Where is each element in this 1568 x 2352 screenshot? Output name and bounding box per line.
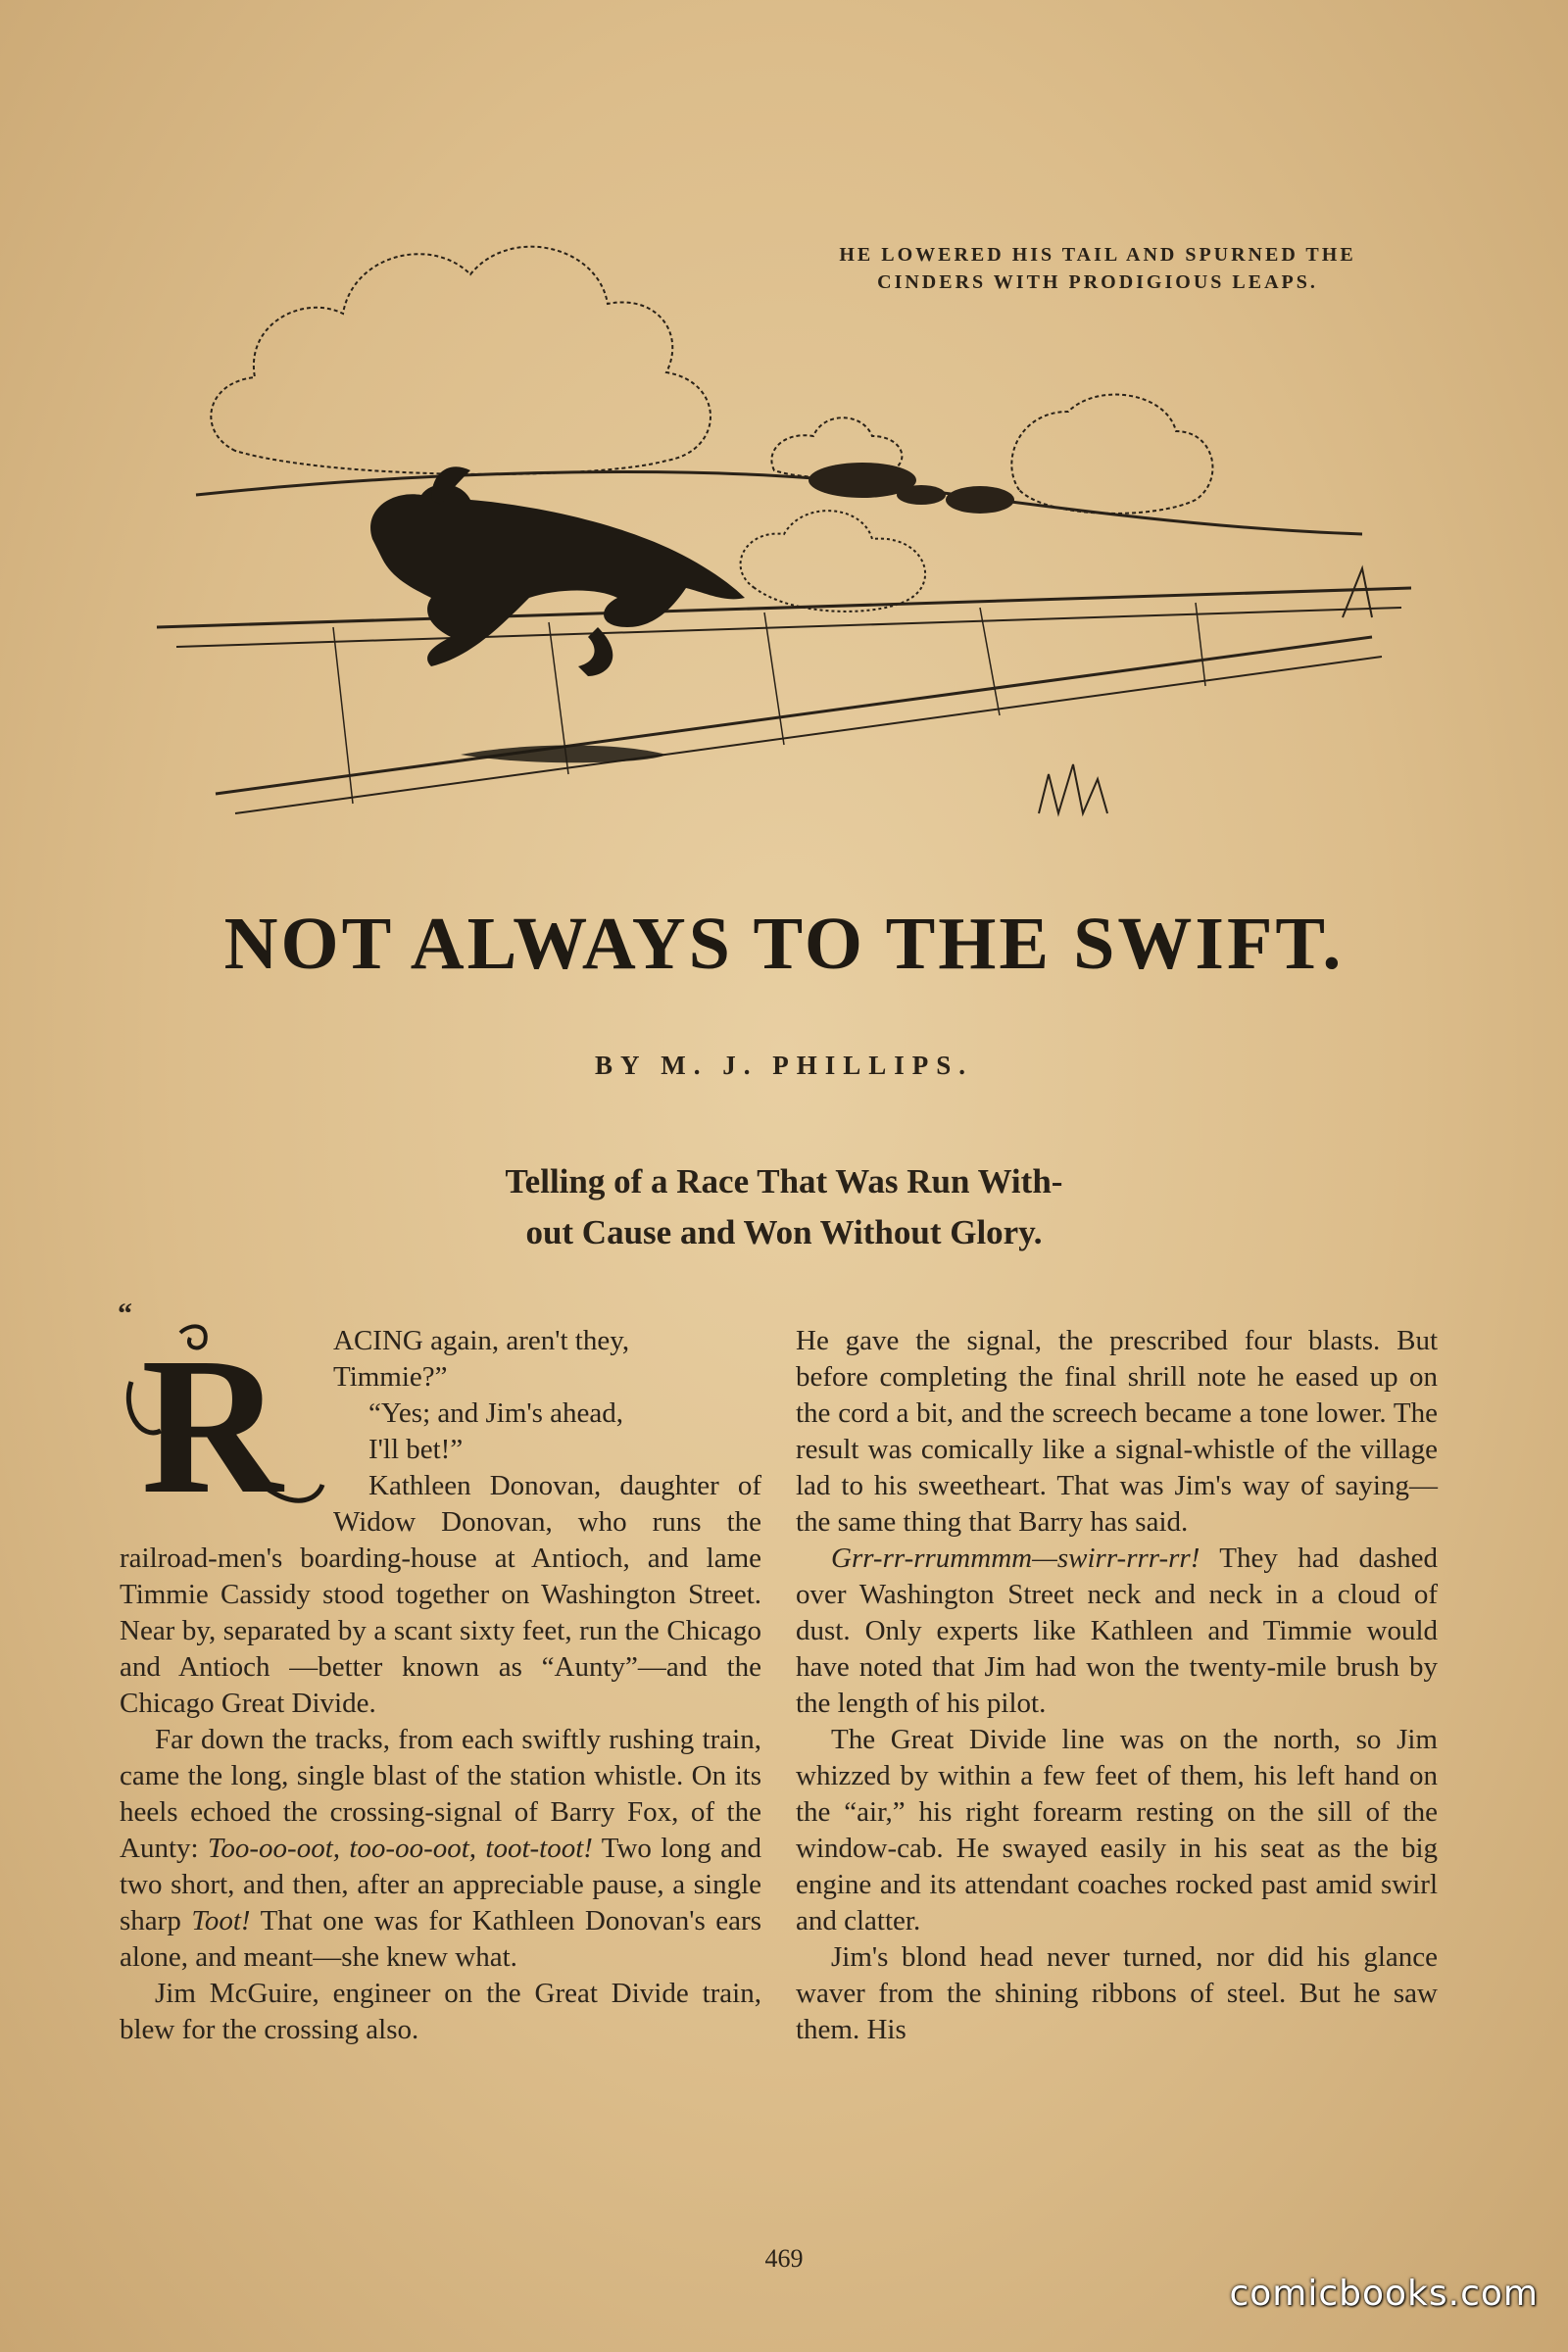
paragraph: ACING again, aren't they, Timmie?” [333, 1325, 630, 1393]
paragraph: Grr-rr-rrummmm—swirr-rrr-rr! They had dashed over Washington Street neck and neck in a cloud of dust. Only experts like Kathleen and Timmie would have noted that Jim had won the twenty-mile brush by the length of his pilot. [796, 1543, 1438, 1719]
decorative-dropcap [112, 1298, 327, 1515]
dropcap-r-ornament [112, 1323, 327, 1515]
cloud-left [211, 247, 710, 474]
left-column [118, 1298, 762, 2048]
rail-top [157, 588, 1411, 627]
illustration-caption [774, 241, 1421, 296]
caption-line-2: CINDERS WITH PRODIGIOUS LEAPS. [877, 271, 1318, 293]
paragraph: Jim McGuire, engineer on the Great Divide train, blew for the crossing also. [120, 1978, 761, 2045]
paragraph: He gave the signal, the prescribed four blasts. But before completing the final shrill note he eased up on the cord a bit, and the screech became a tone lower. The result was comically like a signal-whistle of the village lad to his sweetheart. That was Jim's way of saying— the same thing that Barry has said. [796, 1325, 1438, 1538]
rail-lower [216, 637, 1372, 794]
story-subtitle [392, 1156, 1176, 1258]
page-number: 469 [764, 2244, 804, 2273]
grass-tuft [1039, 764, 1107, 813]
site-watermark: comicbooks.com [1229, 2274, 1539, 2314]
paragraph: Jim's blond head never turned, nor did his glance waver from the shining ribbons of steel. But he saw them. His [796, 1941, 1438, 2045]
paragraph: “Yes; and Jim's ahead, I'll bet!” [368, 1397, 624, 1465]
cloud-right [1011, 395, 1212, 514]
right-column [796, 1323, 1438, 2048]
open-quote-mark: “ [118, 1298, 132, 1330]
byline: BY M. J. PHILLIPS. [594, 1051, 974, 1080]
rail-bottom [235, 657, 1382, 813]
paragraph: Kathleen Donovan, daughter of Widow Donovan, who runs the railroad-men's boarding-house at Antioch, and lame Timmie Cassidy stood together on Washington Street. Near by, separated by a scant sixty feet, run the Chicago and Antioch —better known as “Aunty”—and the Chicago Great Divide. [120, 1470, 761, 1719]
dust-cloud [741, 511, 926, 612]
story-title: NOT ALWAYS TO THE SWIFT. [223, 903, 1345, 985]
caption-line-1: HE LOWERED HIS TAIL AND SPURNED THE [839, 244, 1356, 266]
paragraph: The Great Divide line was on the north, so Jim whizzed by within a few feet of them, his left hand on the “air,” his right forearm resting on the sill of the window-cab. He swayed easily in his seat as the big engine and its attendant coaches rocked past amid swirl and clatter. [796, 1724, 1438, 1936]
paragraph: Far down the tracks, from each swiftly rushing train, came the long, single blast of the station whistle. On its heels echoed the crossing-signal of Barry Fox, of the Aunty: Too-oo-oot, too-oo-oot, toot-toot! Two long and two short, and then, after an appreciable pause, a single sharp Toot! That one was for Kathleen Donovan's ears alone, and meant—she knew what. [120, 1724, 762, 1973]
subtitle-line-1: Telling of a Race That Was Run With- [505, 1162, 1063, 1200]
dropcap-letter: R [141, 1323, 283, 1515]
subtitle-line-2: out Cause and Won Without Glory. [525, 1213, 1043, 1251]
rail-upper [176, 608, 1401, 647]
